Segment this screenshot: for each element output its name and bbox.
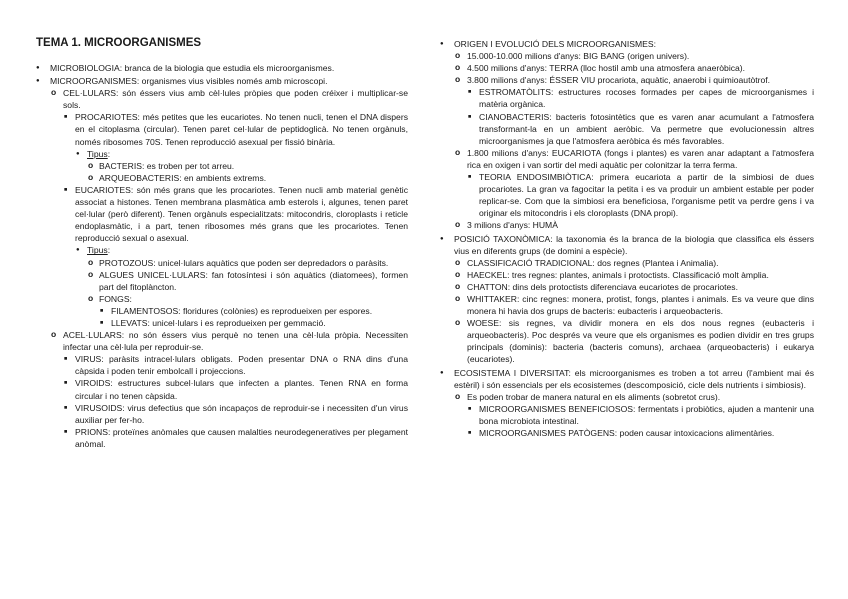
list-item: o 4.500 milions d'anys: TERRA (lloc hostil amb una atmosfera anaeròbica). [454,62,814,74]
left-column [36,36,408,451]
list-item [75,148,408,184]
item-text: CEL·LULARS: són éssers vius amb cèl·lules pròpies que poden créixer i multiplicar-se sols. [63,88,408,111]
item-text: ORIGEN I EVOLUCIÓ DELS MICROORGANISMES: [454,39,656,49]
list-item [63,184,408,329]
list-item [36,75,408,450]
list-item: o WOESE: sis regnes, va dividir monera en els dos nous regnes (eubacteris i arqueobacteris). Poc després va veure que els organismes es podien dividir en tres grups principals (dominis): bacteria (bacteris comuns), archaea (arqueobacteris) i eukarya (eucariotes). [454,317,814,365]
list-item: ■ VIRUS: paràsits intracel·lulars obligats. Poden presentar DNA o RNA dins d'una càpsida i poden tenir embolcall i projeccions. [63,353,408,377]
item-text: MICROORGANISMES: organismes vius visibles només amb microscopi. [50,76,328,87]
list-item [50,87,408,329]
list-item [454,74,814,147]
list-item [440,233,814,366]
tipus-colon: : [107,245,111,256]
list-item [454,147,814,220]
list-item: ■ ESTROMATÒLITS: estructures rocoses formades per capes de microorganismes i matèria orgànica. [467,86,814,110]
item-text: ACEL·LULARS: no són éssers vius perquè no tenen una cèl·lula pròpia. Necessiten infectar una cèl·lula per reproduir-se. [63,330,408,353]
list-item: ■ LLEVATS: unicel·lulars i es reprodueixen per gemmació. [99,317,408,329]
item-text: FONGS: [99,293,132,304]
list-item [440,367,814,440]
list-item: o ARQUEOBACTERIS: en ambients extrems. [87,172,408,184]
item-text: EUCARIOTES: són més grans que les procariotes. Tenen nucli amb material genètic associat a histones. Tenen membrana plasmàtica amb esterols i, algunes, tenen paret cel·lular (però diferent). Tenen orgànuls especialitzats: mitocondris, cloroplasts i reticle endoplasmàtic, i a part, tenen ribosomes més grans que les procariotes. Tenen reproducció sexual o asexual. [75,184,408,244]
list-item [87,293,408,329]
list-item [75,244,408,329]
page-title: TEMA 1. MICROORGANISMES [36,37,202,49]
list-item [440,38,814,232]
list-item: ■ VIRUSOIDS: virus defectius que són incapaços de reproduir-se i necessiten d'un virus auxiliar per fer-ho. [63,402,408,426]
list-item: o CLASSIFICACIÓ TRADICIONAL: dos regnes (Plantea i Animalia). [454,257,814,269]
list-item: ■ TEORIA ENDOSIMBIÒTICA: primera eucariota a partir de la simbiosi de dues procariotes. La gran va fagocitar la petita i es va produir un ambient estable per poder replicar-se. Com que la simbiosi era beneficiosa, l'organisme petit va perdre gens i va originar els mitocondris i els cloroplasts (DNA propi). [467,171,814,219]
list-item: ■ VIROIDS: estructures subcel·lulars que infecten a plantes. Tenen RNA en forma circular i no tenen càpsida. [63,377,408,401]
item-text: Es poden trobar de manera natural en els aliments (sobretot crus). [467,391,721,402]
item-text: POSICIÓ TAXONÒMICA: la taxonomia és la branca de la biologia que classifica els éssers vius en diferents grups (de domini a espècie). [454,233,814,256]
list-item: ■ MICROORGANISMES BENEFICIOSOS: fermentats i probiòtics, ajuden a mantenir una bona microbiota intestinal. [467,403,814,427]
list-item: o 15.000-10.000 milions d'anys: BIG BANG (origen univers). [454,50,814,62]
list-item: ■ PRIONS: proteïnes anòmales que causen malalties neurodegeneratives per plegament anòmal. [63,426,408,450]
right-column [440,38,814,440]
list-item: o WHITTAKER: cinc regnes: monera, protist, fongs, plantes i animals. Es va veure que dins monera hi havia dos grups de bacteris: eubacteris i arqueobacteris. [454,293,814,317]
item-text: 1.800 milions d'anys: EUCARIOTA (fongs i plantes) es varen anar adaptant a l'atmosfera rica en oxigen i van sortir del medi aquàtic per colonitzar la terra ferma. [467,147,814,170]
list-item: ● MICROBIOLOGIA: branca de la biologia que estudia els microorganismes. [36,62,408,74]
list-item [63,111,408,184]
list-item: o ALGUES UNICEL·LULARS: fan fotosíntesi i són aquàtics (diatomees), formen part del fitoplàncton. [87,269,408,293]
item-text: 3.800 milions d'anys: ÉSSER VIU procariota, aquàtic, anaerobi i quimioautòtrof. [467,75,771,86]
list-item: o PROTOZOUS: unicel·lulars aquàtics que poden ser depredadors o paràsits. [87,257,408,269]
item-text: PROCARIOTES: més petites que les eucariotes. No tenen nucli, tenen el DNA dispers en el citoplasma (circular). Tenen paret cel·lular de peptidoglicà. No tenen orgànuls, només ribosomes 70S. Tenen reproducció asexual per fissió binària. [75,112,408,147]
list-item: o BACTERIS: es troben per tot arreu. [87,160,408,172]
list-item: ■ FILAMENTOSOS: floridures (colònies) es reprodueixen per espores. [99,305,408,317]
list-item: o HAECKEL: tres regnes: plantes, animals i protoctists. Classificació molt àmplia. [454,269,814,281]
item-text: ECOSISTEMA I DIVERSITAT: els microorganismes es troben a tot arreu (l'ambient mai és estèril) i són essencials per els ecosistemes (descomposició, cicle dels nutrients i simbiosis). [454,367,814,390]
list-item [454,391,814,439]
tipus-colon: : [107,148,111,159]
list-item: ■ CIANOBACTERIS: bacteris fotosintètics que es varen anar acumulant a l'atmosfera transformant-la en un ambient aeròbic. Va permetre que evolucionessin altres microorganismes ja que l'atmosfera aeròbica és més favorables. [467,111,814,147]
list-item: ■ MICROORGANISMES PATÒGENS: poden causar intoxicacions alimentàries. [467,427,814,439]
list-item: o CHATTON: dins dels protoctists diferenciava eucariotes de procariotes. [454,281,814,293]
tipus-label: Tipus [87,148,108,159]
list-item: o 3 milions d'anys: HUMÀ [454,219,814,231]
list-item [50,329,408,450]
tipus-label: Tipus [87,245,108,256]
